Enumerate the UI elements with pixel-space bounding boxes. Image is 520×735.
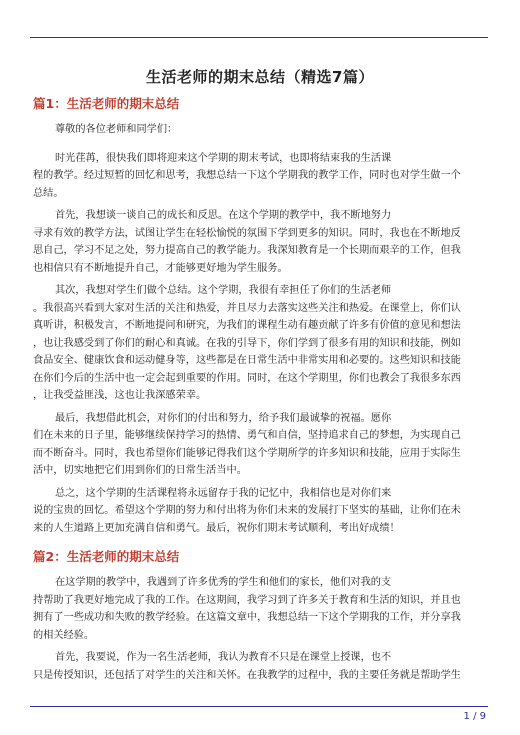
page-number: 1 / 9 [463, 711, 486, 722]
text-line: 的相关经验。 [33, 629, 95, 641]
text-line: 们在未来的日子里，能够继续保持学习的热情、勇气和自信，坚持追求自己的梦想，为实现自己 [33, 430, 461, 441]
text-line: 食品安全、健康饮食和运动健身等，这些都是在日常生活中非常实用和必要的。这些知识和技能 [33, 355, 461, 366]
paragraph [33, 150, 485, 203]
text-line: 来的人生道路上更加充满自信和勇气。最后，祝你们期末考试顺利，考出好成绩！ [33, 522, 400, 534]
text-line: 时光荏苒，很快我们即将迎来这个学期的期末考试，也即将结束我的生活课 [55, 152, 392, 164]
text-line: 最后，我想借此机会，对你们的付出和努力，给予我们最诚挚的祝福。愿你 [55, 412, 392, 424]
text-line: 思自己，学习不足之处，努力提高自己的教学能力。我深知教育是一个长期而艰辛的工作，但我 [33, 245, 461, 256]
text-line: 持帮助了我更好地完成了我的工作。在这期间，我学习到了许多关于教育和生活的知识，并且也 [33, 594, 461, 606]
paragraph [33, 649, 485, 684]
document-body [33, 95, 485, 689]
text-line: 在你们今后的生活中也一定会起到重要的作用。同时，在这个学期里，你们也教会了我很多东西 [33, 372, 461, 384]
salutation [33, 121, 485, 139]
text-line: ，也让我感受到了你们的耐心和真诚。在我的引导下，你们学到了很多有用的知识和技能，例如 [33, 337, 461, 349]
text-line: 尊敬的各位老师和同学们： [55, 124, 178, 135]
text-line: 活中，切实地把它们用到你们的日常生活当中。 [33, 465, 247, 476]
text-line: 说的宝贵的回忆。希望这个学期的努力和付出将为你们未来的发展打下坚实的基础，让你们在未 [33, 505, 461, 516]
text-line: 。我很高兴看到大家对生活的关注和热爱，并且尽力去落实这些关注和热爱。在课堂上，你们认 [33, 302, 461, 314]
text-line: 而不断奋斗。同时，我也希望你们能够记得我们这个学期所学的许多知识和技能，应用于实际生 [33, 447, 461, 459]
text-line: 首先，我想谈一谈自己的成长和反思。在这个学期的教学中，我不断地努力 [55, 210, 392, 221]
section-heading: 篇1：生活老师的期末总结 [33, 96, 180, 111]
paragraph [33, 282, 485, 405]
text-line: ，让我受益匪浅，这也让我深感荣幸。 [33, 390, 207, 401]
text-line: 寻求有效的教学方法，试图让学生在轻松愉悦的氛围下学到更多的知识。同时，我也在不断地反 [33, 227, 461, 239]
paragraph [33, 410, 485, 480]
paragraph [33, 574, 485, 644]
text-line: 也相信只有不断地提升自己，才能够更好地为学生服务。 [33, 262, 288, 274]
text-line: 只是传授知识，还包括了对学生的关注和关怀。在我教学的过程中，我的主要任务就是帮助学生 [33, 669, 461, 681]
text-line: 总之，这个学期的生活课程将永远留存于我的记忆中，我相信也是对你们来 [55, 487, 392, 499]
text-line: 首先，我要说，作为一名生活老师，我认为教育不只是在课堂上授课，也不 [55, 652, 392, 663]
footer-rule [30, 706, 488, 707]
text-line: 拥有了一些成功和失败的教学经验。在这篇文章中，我想总结一下这个学期我的工作，并分享我 [33, 612, 461, 623]
section-heading: 篇2：生活老师的期末总结 [33, 549, 180, 564]
text-line: 程的教学。经过短暂的回忆和思考，我想总结一下这个学期我的教学工作，同时也对学生做一个 [33, 170, 461, 181]
header-rule [30, 37, 488, 38]
text-line: 真听讲，积极发言，不断地提问和研究，为我们的课程生动有趣贡献了许多有价值的意见和想法 [33, 320, 461, 331]
text-line: 在这学期的教学中，我遇到了许多优秀的学生和他们的家长，他们对我的支 [55, 577, 392, 588]
document-title: 生活老师的期末总结（精选7篇） [146, 68, 374, 86]
text-line: 总结。 [33, 187, 64, 199]
paragraph [33, 207, 485, 277]
paragraph [33, 485, 485, 538]
text-line: 其次，我想对学生们做个总结。这个学期，我很有幸担任了你们的生活老师 [55, 285, 392, 296]
